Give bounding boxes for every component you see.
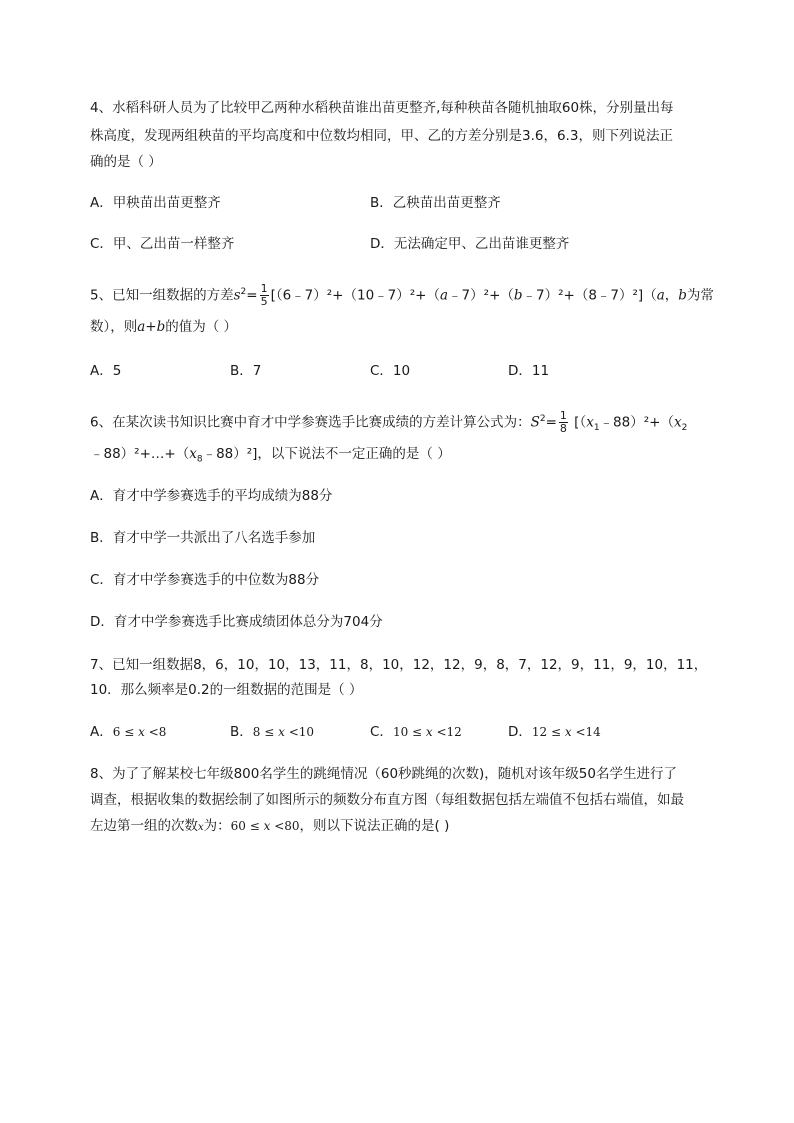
q4-option-a: A．甲秧苗出苗更整齐 (90, 195, 221, 211)
q5-option-a: A．5 (90, 363, 122, 379)
q7-option-c-range-right: <12 (432, 725, 462, 739)
q5-var-b: b (513, 287, 523, 304)
q8-line3-mid: 为： (203, 818, 231, 834)
q7-option-b-range-left: 8 ≤ (252, 725, 279, 739)
q5-var-a-2: a (656, 287, 665, 304)
q5-formula-part-3: ﹣7）²+（8﹣7）²]（ (522, 287, 657, 304)
q7-option-a-range-left: 6 ≤ (112, 725, 139, 739)
q6-x8-subscript: 8 (196, 454, 203, 465)
q6-stem-line-2 (90, 444, 451, 470)
q4-stem-line-3: 确的是（ ） (90, 154, 162, 170)
q6-formula-part-2: ﹣88）²+（ (599, 414, 674, 431)
q8-stem-line-3 (90, 816, 449, 838)
q5-stem-line-1 (90, 282, 714, 308)
q5-s-symbol: s (233, 287, 241, 304)
q8-stem-line-1: 8、为了了解某校七年级800名学生的跳绳情况（60秒跳绳的次数)，随机对该年级50名学生进行了 (90, 766, 677, 782)
q6-text-start: 6、在某次读书知识比赛中育才中学参赛选手比赛成绩的方差计算公式为： (90, 414, 531, 431)
q7-option-b-range-right: <10 (284, 725, 315, 739)
q6-x1-subscript: 1 (593, 423, 600, 434)
q6-line2-end: ﹣88）²]，以下说法不一定正确的是（ ） (202, 446, 451, 462)
q7-option-a-range-right: <8 (144, 725, 167, 739)
q6-line2-start: ﹣88）²+…+（ (90, 446, 190, 462)
q6-option-c: C．育才中学参赛选手的中位数为88分 (90, 572, 320, 588)
q5-line2-end: 的值为（ ） (165, 319, 238, 335)
q8-stem-line-2: 调查，根据收集的数据绘制了如图所示的频数分布直方图（每组数据包括左端值不包括右端值，如最 (90, 792, 684, 808)
q6-x8: x (189, 446, 197, 462)
q6-option-d: D．育才中学参赛选手比赛成绩团体总分为704分 (90, 614, 383, 630)
q5-fraction-denominator: 5 (260, 295, 268, 308)
q7-option-d-range-left: 12 ≤ (531, 725, 565, 739)
q5-equals: = (246, 287, 258, 304)
q7-option-c-x: x (425, 725, 433, 739)
q4-option-d: D．无法确定甲、乙出苗谁更整齐 (370, 236, 570, 252)
q7-stem-line-2: 10．那么频率是0.2的一组数据的范围是（ ） (90, 682, 363, 698)
q6-x2-subscript: 2 (681, 423, 688, 434)
q7-option-b-label: B． (230, 724, 253, 740)
q8-line3-range-left: 60 ≤ (230, 819, 264, 833)
q5-text-end: 为常 (686, 287, 714, 304)
q5-formula-part-1: [（6﹣7）²+（10﹣7）²+（ (270, 287, 440, 304)
q6-fraction (559, 410, 568, 435)
q5-text-start: 5、已知一组数据的方差 (90, 287, 234, 304)
q4-option-c: C．甲、乙出苗一样整齐 (90, 236, 235, 252)
q8-line3-x2: x (263, 819, 271, 833)
q5-stem-line-2 (90, 317, 237, 337)
q7-option-d-x: x (564, 725, 572, 739)
q4-stem-line-2: 株高度，发现两组秧苗的平均高度和中位数均相同，甲、乙的方差分别是3.6，6.3，则下列说法正 (90, 128, 673, 144)
q6-fraction-numerator: 1 (559, 409, 567, 422)
q6-x1: x (586, 414, 594, 431)
q5-fraction (260, 283, 269, 308)
q7-option-c-range-left: 10 ≤ (392, 725, 426, 739)
q5-a-plus-b: a+b (137, 319, 166, 335)
q7-option-a (90, 722, 166, 742)
q7-option-a-label: A． (90, 724, 113, 740)
q7-stem-line-1: 7、已知一组数据8，6，10，10，13，11，8，10，12，12，9，8，7，12，9，11，9，10，11， (90, 657, 708, 673)
q5-option-d: D．11 (508, 363, 550, 379)
q5-line2-start: 数），则 (90, 319, 138, 335)
q8-line3-x: x (198, 822, 204, 833)
q8-line3-range-right: <80 (270, 819, 300, 833)
q5-s-square: 2 (240, 287, 247, 297)
q5-formula-part-2: ﹣7）²+（ (448, 287, 514, 304)
q5-fraction-numerator: 1 (260, 282, 268, 295)
q7-option-d-range-right: <14 (571, 725, 601, 739)
q6-x2: x (673, 414, 682, 431)
q4-option-b: B．乙秧苗出苗更整齐 (370, 195, 501, 211)
q7-option-c-label: C． (370, 724, 393, 740)
q5-comma: ， (664, 287, 679, 304)
q7-option-d (508, 722, 601, 742)
q5-var-b-2: b (678, 287, 687, 304)
q6-option-a: A．育才中学参赛选手的平均成绩为88分 (90, 488, 333, 504)
q8-line3-end: ，则以下说法正确的是( ) (299, 818, 450, 834)
q7-option-b (230, 722, 314, 742)
q6-S-symbol: S (530, 414, 540, 431)
q6-option-b: B．育才中学一共派出了八名选手参加 (90, 530, 316, 546)
q7-option-a-x: x (138, 725, 145, 739)
q5-var-a: a (440, 287, 449, 304)
q6-formula-part-1: [（ (569, 414, 587, 431)
q7-option-c (370, 722, 462, 742)
q8-line3-start: 左边第一组的次数 (90, 818, 198, 834)
q6-stem-line-1 (90, 409, 687, 438)
q6-fraction-denominator: 8 (559, 422, 567, 435)
q7-option-d-label: D． (508, 724, 532, 740)
q6-equals: = (545, 414, 557, 431)
q5-option-c: C．10 (370, 363, 411, 379)
q4-stem-line-1: 4、水稻科研人员为了比较甲乙两种水稻秧苗谁出苗更整齐,每种秧苗各随机抽取60株，分别量出每 (90, 100, 674, 116)
q5-option-b: B．7 (230, 363, 262, 379)
q6-S-square: 2 (539, 414, 546, 424)
q7-option-b-x: x (278, 725, 285, 739)
